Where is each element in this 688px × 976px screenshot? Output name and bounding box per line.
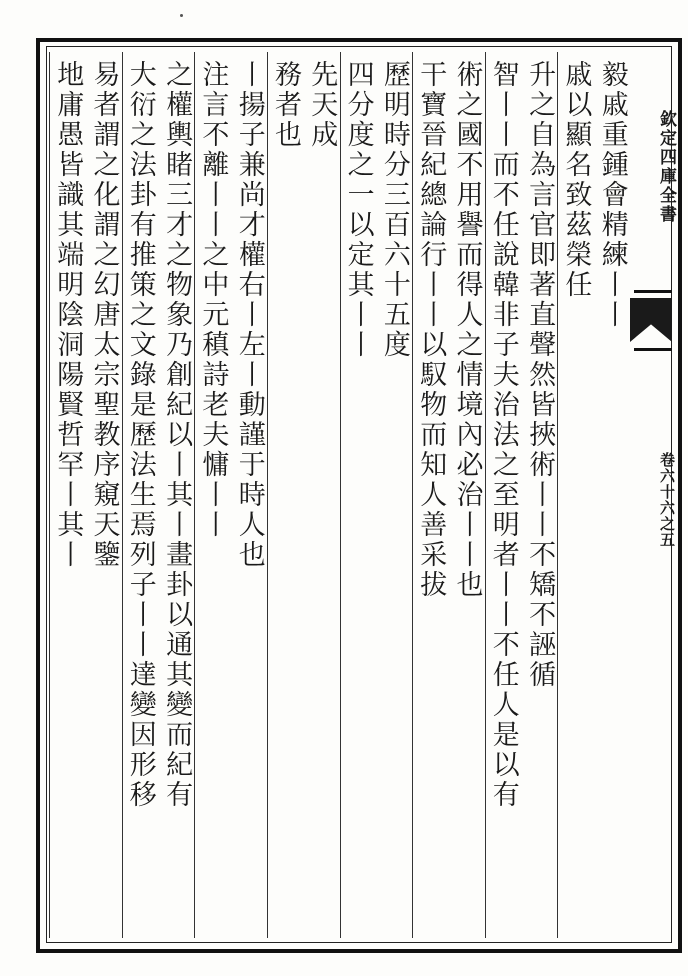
text-column: 丨揚子兼尚才權右丨左丨動謹于時人也	[233, 60, 265, 570]
text-column: 四分度之一以定其丨丨	[342, 60, 374, 360]
text-column: 地庸愚皆識其端明陰洞陽賢哲罕丨其丨	[52, 60, 84, 570]
text-column: 升之自為言官即著直聲然皆挾術丨丨不矯不誣循	[524, 60, 556, 690]
fish-tail-rule-top	[634, 290, 672, 293]
text-column: 術之國不用譽而得人之情境內必治丨丨也	[451, 60, 483, 600]
scan-speck	[180, 14, 183, 17]
volume-label: 卷六十六之五	[658, 452, 676, 548]
text-column: 智丨丨而不任說韓非子夫治法之至明者丨丨不任人是以有	[487, 60, 519, 810]
book-title: 欽定四庫全書	[656, 110, 676, 224]
text-column: 務者也	[270, 60, 301, 150]
text-column: 戚以顯名致茲榮任	[560, 60, 592, 300]
text-column: 毅戚重鍾會精練丨丨	[596, 60, 628, 330]
text-column: 注言不離丨丨之中元稹詩老夫慵丨丨	[197, 60, 229, 540]
fish-tail-rule-bottom	[634, 348, 672, 351]
text-column: 大衍之法卦有推策之文錄是歷法生焉列子丨丨達變因形移	[124, 60, 156, 810]
text-column: 易者謂之化謂之幻唐太宗聖教序窺天鑒	[88, 60, 120, 570]
text-column: 干寶晉紀總論行丨丨以馭物而知人善采拔	[415, 60, 447, 600]
text-column: 歷明時分三百六十五度	[378, 60, 410, 360]
text-column: 之權輿睹三才之物象乃創紀以丨其丨畫卦以通其變而紀有	[161, 60, 193, 810]
text-column: 先天成	[306, 60, 338, 150]
